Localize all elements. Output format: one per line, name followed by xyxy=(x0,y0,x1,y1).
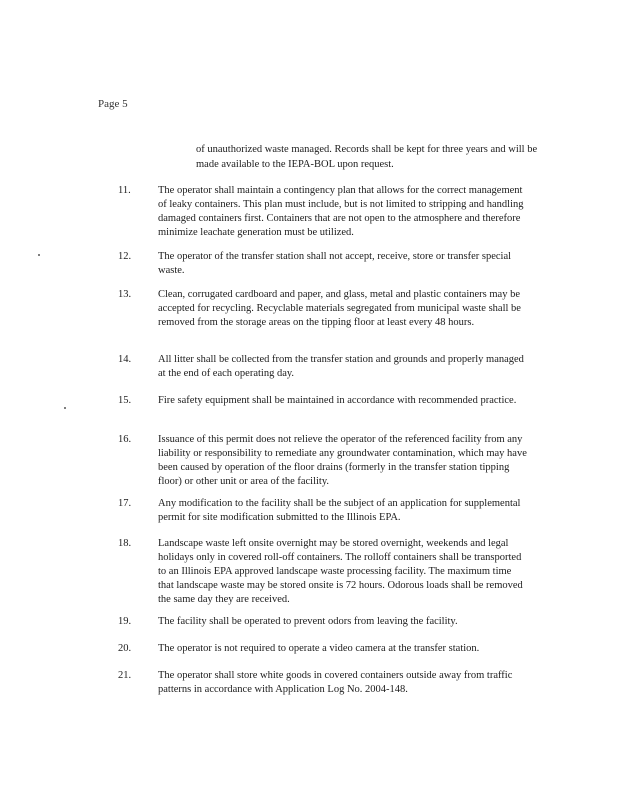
condition-item xyxy=(118,353,548,381)
item-number: 20. xyxy=(118,643,132,654)
condition-item xyxy=(118,184,548,240)
continued-paragraph: of unauthorized waste managed. Records shall be kept for three years and will be made available to the IEPA-BOL upon request. xyxy=(196,144,538,170)
item-number: 12. xyxy=(118,251,132,262)
condition-item xyxy=(118,669,548,697)
item-number: 21. xyxy=(118,670,132,681)
scan-speck xyxy=(38,254,40,256)
item-text: Landscape waste left onsite overnight may be stored overnight, weekends and legal holidays only in covered roll-off containers. The rolloff containers shall be transported to an Illinois EPA approved landscape waste processing facility. The maximum time that landscape waste may be stored onsite is 72 hours. Odorous loads shall be removed the same day they are received. xyxy=(158,538,523,605)
item-text: The facility shall be operated to prevent odors from leaving the facility. xyxy=(158,616,458,627)
scan-speck xyxy=(64,407,66,409)
item-number: 16. xyxy=(118,434,132,445)
item-number: 14. xyxy=(118,354,132,365)
item-text: The operator shall maintain a contingency plan that allows for the correct management of leaky containers. This plan must include, but is not limited to stripping and handling damaged containers first. Containers that are not open to the atmosphere and therefore minimize leachate generation must be utilized. xyxy=(158,185,524,238)
condition-item xyxy=(118,433,548,489)
condition-item xyxy=(118,497,548,525)
condition-item xyxy=(118,250,548,278)
condition-item xyxy=(118,615,548,629)
condition-item xyxy=(118,537,548,607)
condition-item xyxy=(118,642,548,656)
page-number: Page 5 xyxy=(98,98,128,110)
item-text: All litter shall be collected from the transfer station and grounds and properly managed at the end of each operating day. xyxy=(158,354,524,379)
item-text: Fire safety equipment shall be maintained in accordance with recommended practice. xyxy=(158,395,517,406)
item-text: Issuance of this permit does not relieve the operator of the referenced facility from any liability or responsibility to remediate any groundwater contamination, which may have been caused by operation of the floor drains (formerly in the transfer station tipping floor) or other unit or area of the facility. xyxy=(158,434,527,487)
item-number: 19. xyxy=(118,616,132,627)
condition-item xyxy=(118,394,548,408)
item-text: The operator of the transfer station shall not accept, receive, store or transfer special waste. xyxy=(158,251,512,276)
item-number: 13. xyxy=(118,289,132,300)
item-text: Any modification to the facility shall be the subject of an application for supplemental permit for site modification submitted to the Illinois EPA. xyxy=(158,498,521,523)
item-text: The operator shall store white goods in covered containers outside away from traffic patterns in accordance with Application Log No. 2004-148. xyxy=(158,670,513,695)
item-number: 17. xyxy=(118,498,132,509)
item-text: The operator is not required to operate a video camera at the transfer station. xyxy=(158,643,480,654)
item-text: Clean, corrugated cardboard and paper, and glass, metal and plastic containers may be accepted for recycling. Recyclable materials segregated from municipal waste shall be removed from the storage areas on the tipping floor at least every 48 hours. xyxy=(158,289,521,328)
item-number: 15. xyxy=(118,395,132,406)
item-number: 18. xyxy=(118,538,132,549)
item-number: 11. xyxy=(118,185,131,196)
condition-item xyxy=(118,288,548,330)
